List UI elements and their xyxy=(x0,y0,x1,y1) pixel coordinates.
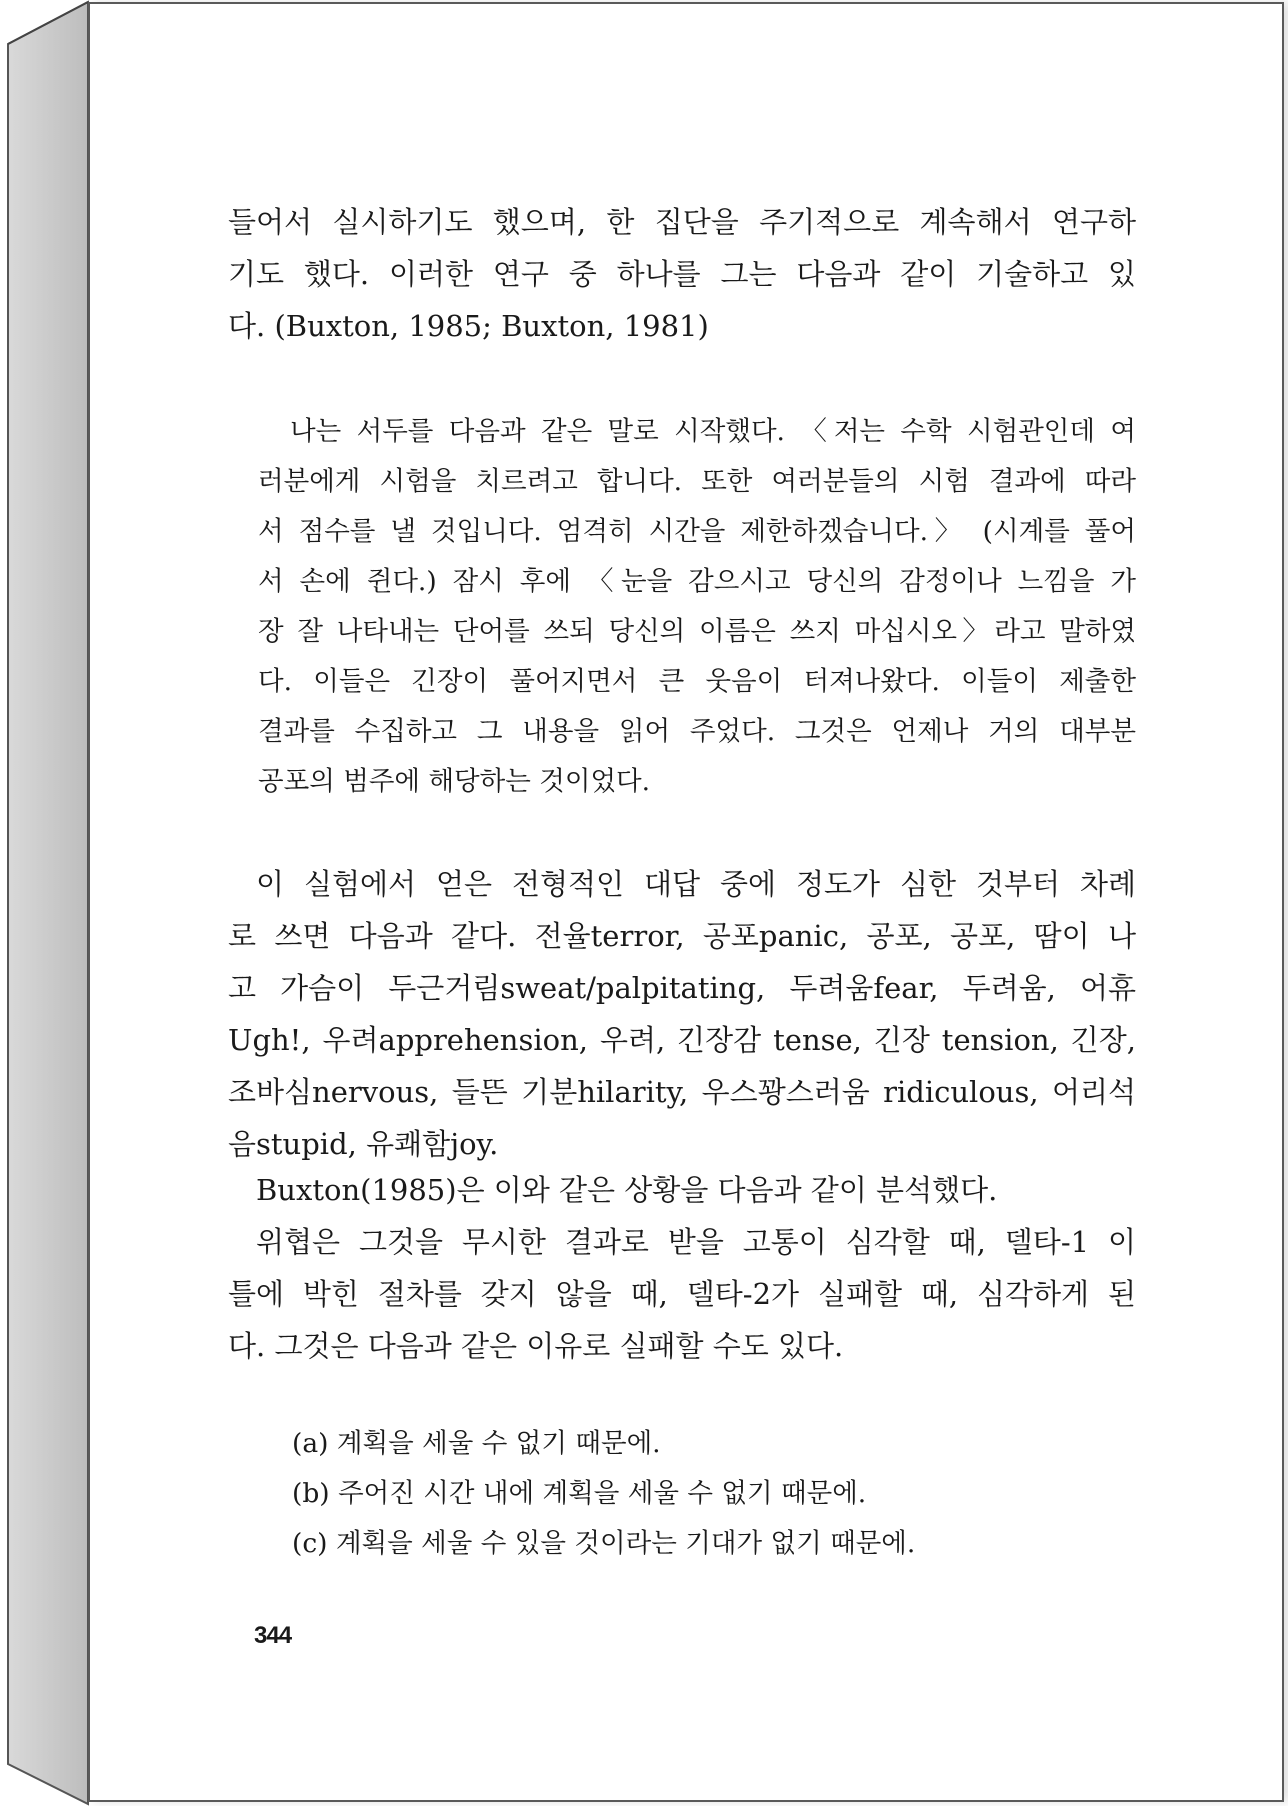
quote-line: 나는 서두를 다음과 같은 말로 시작했다. 〈저는 수학 시험관인데 여 xyxy=(290,416,1136,447)
block-quote xyxy=(258,407,1136,807)
paragraph-intro xyxy=(228,196,1136,352)
text-line: 음stupid, 유쾌함joy. xyxy=(228,1127,499,1161)
text-line: 기도 했다. 이러한 연구 중 하나를 그는 다음과 같이 기술하고 있 xyxy=(228,257,1136,291)
text-line: 고 가슴이 두근거림sweat/palpitating, 두려움fear, 두려움, 어휴 xyxy=(228,971,1136,1005)
text-line: 들어서 실시하기도 했으며, 한 집단을 주기적으로 계속해서 연구하 xyxy=(228,205,1136,239)
text-line: 틀에 박힌 절차를 갖지 않을 때, 델타-2가 실패할 때, 심각하게 된 xyxy=(228,1277,1136,1311)
quote-line: 결과를 수집하고 그 내용을 읽어 주었다. 그것은 언제나 거의 대부분 xyxy=(258,716,1136,747)
text-line: 다. (Buxton, 1985; Buxton, 1981) xyxy=(228,309,709,343)
quote-line: 장 잘 나타내는 단어를 쓰되 당신의 이름은 쓰지 마십시오〉라고 말하였 xyxy=(258,616,1136,647)
quote-line: 서 손에 쥔다.) 잠시 후에 〈눈을 감으시고 당신의 감정이나 느낌을 가 xyxy=(258,566,1136,597)
book-edge xyxy=(0,0,92,1806)
text-line: 조바심nervous, 들뜬 기분hilarity, 우스꽝스러움 ridiculous, 어리석 xyxy=(228,1075,1136,1109)
quote-line: 공포의 범주에 해당하는 것이었다. xyxy=(258,766,651,797)
text-line: 위협은 그것을 무시한 결과로 받을 고통이 심각할 때, 델타-1 이 xyxy=(256,1225,1136,1259)
list-item: (a) 계획을 세울 수 없기 때문에. xyxy=(292,1428,661,1459)
paragraph-threat xyxy=(228,1216,1136,1372)
quote-line: 러분에게 시험을 치르려고 합니다. 또한 여러분들의 시험 결과에 따라 xyxy=(258,466,1136,497)
list-item: (b) 주어진 시간 내에 계획을 세울 수 없기 때문에. xyxy=(292,1478,867,1509)
text-line: Ugh!, 우려apprehension, 우려, 긴장감 tense, 긴장 tension, 긴장, xyxy=(228,1023,1136,1057)
reason-list xyxy=(292,1419,1132,1569)
text-line: 로 쓰면 다음과 같다. 전율terror, 공포panic, 공포, 공포, 땀이 나 xyxy=(228,919,1136,953)
quote-line: 서 점수를 낼 것입니다. 엄격히 시간을 제한하겠습니다.〉 (시계를 풀어 xyxy=(258,516,1136,547)
paragraph-responses xyxy=(228,858,1136,1170)
paragraph-analysis-intro xyxy=(228,1164,1136,1216)
text-line: 이 실험에서 얻은 전형적인 대답 중에 정도가 심한 것부터 차례 xyxy=(256,867,1136,901)
quote-line: 다. 이들은 긴장이 풀어지면서 큰 웃음이 터져나왔다. 이들이 제출한 xyxy=(258,666,1136,697)
text-line: 다. 그것은 다음과 같은 이유로 실패할 수도 있다. xyxy=(228,1329,844,1363)
page-number: 344 xyxy=(254,1622,292,1649)
text-line: Buxton(1985)은 이와 같은 상황을 다음과 같이 분석했다. xyxy=(256,1173,998,1207)
list-item: (c) 계획을 세울 수 있을 것이라는 기대가 없기 때문에. xyxy=(292,1528,916,1559)
